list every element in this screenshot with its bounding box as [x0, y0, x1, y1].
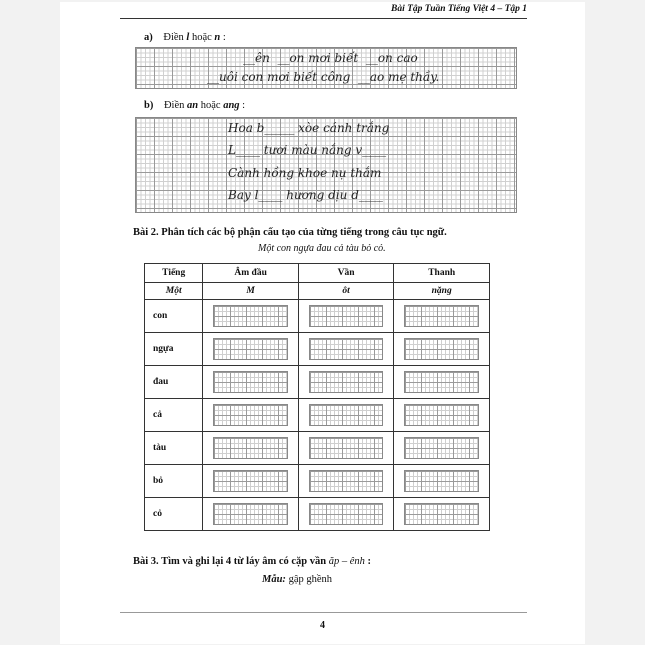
page-header [60, 4, 585, 14]
cell-grid [309, 470, 383, 492]
analysis-table [144, 263, 490, 531]
answer-cell[interactable] [298, 465, 393, 498]
cell-grid [213, 371, 287, 393]
cell-grid [404, 338, 479, 360]
part-a-line-2: __uôi con mơi biết công __ao mẹ thầy. [207, 70, 440, 84]
row-label: bỏ [145, 465, 203, 498]
part-a-line-1: __ên __on mơi biết __on cao [243, 51, 418, 65]
part-a-instruction [144, 32, 226, 43]
cell-grid [309, 305, 383, 327]
sample-value: gập ghềnh [285, 574, 333, 585]
table-header-row [145, 264, 490, 283]
part-b-instruction [144, 100, 245, 111]
answer-cell[interactable] [394, 399, 490, 432]
answer-cell[interactable] [203, 432, 298, 465]
row-label: con [145, 300, 203, 333]
table-row [145, 300, 490, 333]
answer-cell[interactable] [298, 366, 393, 399]
answer-cell[interactable] [203, 465, 298, 498]
answer-cell[interactable] [394, 300, 490, 333]
part-b-suffix: : [239, 100, 246, 111]
table-row [145, 432, 490, 465]
table-row [145, 333, 490, 366]
row-label: đau [145, 366, 203, 399]
row-label: ngựa [145, 333, 203, 366]
cell-grid [309, 503, 383, 525]
bai3-suffix: : [364, 556, 371, 567]
cell-grid [404, 404, 479, 426]
answer-cell[interactable] [203, 399, 298, 432]
example-am-dau: M [203, 283, 298, 300]
answer-cell[interactable] [203, 300, 298, 333]
footer-rule [120, 612, 527, 613]
bai3-title-text: Bài 3. Tìm và ghi lại 4 từ láy âm có cặp vần [133, 556, 329, 567]
bai3-sample [262, 574, 332, 585]
answer-cell[interactable] [298, 399, 393, 432]
example-van: ôt [298, 283, 393, 300]
cell-grid [309, 437, 383, 459]
cell-grid [213, 305, 287, 327]
header-van: Vần [298, 264, 393, 283]
table-row [145, 366, 490, 399]
part-b-letter: b) [144, 100, 154, 111]
header-thanh: Thanh [394, 264, 490, 283]
cell-grid [404, 437, 479, 459]
part-a-text: Điền [163, 32, 187, 43]
bai2-sentence: Một con ngựa đau cả tàu bỏ cỏ. [258, 243, 386, 254]
part-b-line-1: Hoa b_____ xòe cánh trắng [228, 121, 390, 135]
header-tieng: Tiếng [145, 264, 203, 283]
answer-cell[interactable] [394, 498, 490, 531]
table-example-row [145, 283, 490, 300]
table-row [145, 498, 490, 531]
answer-cell[interactable] [394, 333, 490, 366]
cell-grid [213, 437, 287, 459]
example-tieng: Một [145, 283, 203, 300]
cell-grid [213, 404, 287, 426]
answer-cell[interactable] [203, 333, 298, 366]
answer-cell[interactable] [298, 498, 393, 531]
header-title: Bài Tập Tuần Tiếng Việt 4 – Tập 1 [391, 4, 527, 14]
cell-grid [404, 371, 479, 393]
part-a-suffix: : [220, 32, 226, 43]
row-label: cỏ [145, 498, 203, 531]
bai3-title [133, 556, 371, 567]
answer-cell[interactable] [203, 498, 298, 531]
cell-grid [309, 404, 383, 426]
cell-grid [404, 470, 479, 492]
cell-grid [213, 470, 287, 492]
part-b-line-2: L____ tươi màu nắng v____ [228, 143, 387, 157]
header-am-dau: Âm đầu [203, 264, 298, 283]
answer-cell[interactable] [298, 333, 393, 366]
part-b-mid: hoặc [198, 100, 224, 111]
answer-cell[interactable] [394, 432, 490, 465]
part-b-text: Điền [163, 100, 188, 111]
answer-cell[interactable] [203, 366, 298, 399]
cell-grid [213, 338, 287, 360]
answer-cell[interactable] [298, 300, 393, 333]
part-b-an: an [187, 100, 199, 111]
answer-cell[interactable] [298, 432, 393, 465]
part-a-letter-l: l [186, 32, 190, 43]
row-label: cả [145, 399, 203, 432]
cell-grid [213, 503, 287, 525]
page-number: 4 [320, 620, 325, 631]
bai2-title: Bài 2. Phân tích các bộ phận cấu tạo của từng tiếng trong câu tục ngữ. [133, 227, 447, 238]
cell-grid [404, 503, 479, 525]
answer-cell[interactable] [394, 366, 490, 399]
answer-cell[interactable] [394, 465, 490, 498]
table-row [145, 465, 490, 498]
part-b-line-4: Bay l____ hương dịu d____ [228, 188, 383, 202]
cell-grid [404, 305, 479, 327]
table-row [145, 399, 490, 432]
example-thanh: nặng [394, 283, 490, 300]
part-b-line-3: Cành hồng khoe nụ thắm [228, 166, 382, 180]
header-rule [120, 18, 527, 19]
part-b-ang: ang [223, 100, 240, 111]
part-a-mid: hoặc [189, 32, 215, 43]
bai3-pair: ăp – ênh [328, 556, 365, 567]
sample-label: Mẫu: [262, 574, 286, 585]
row-label: tàu [145, 432, 203, 465]
part-a-letter: a) [144, 32, 153, 43]
cell-grid [309, 371, 383, 393]
part-a-letter-n: n [214, 32, 221, 43]
cell-grid [309, 338, 383, 360]
